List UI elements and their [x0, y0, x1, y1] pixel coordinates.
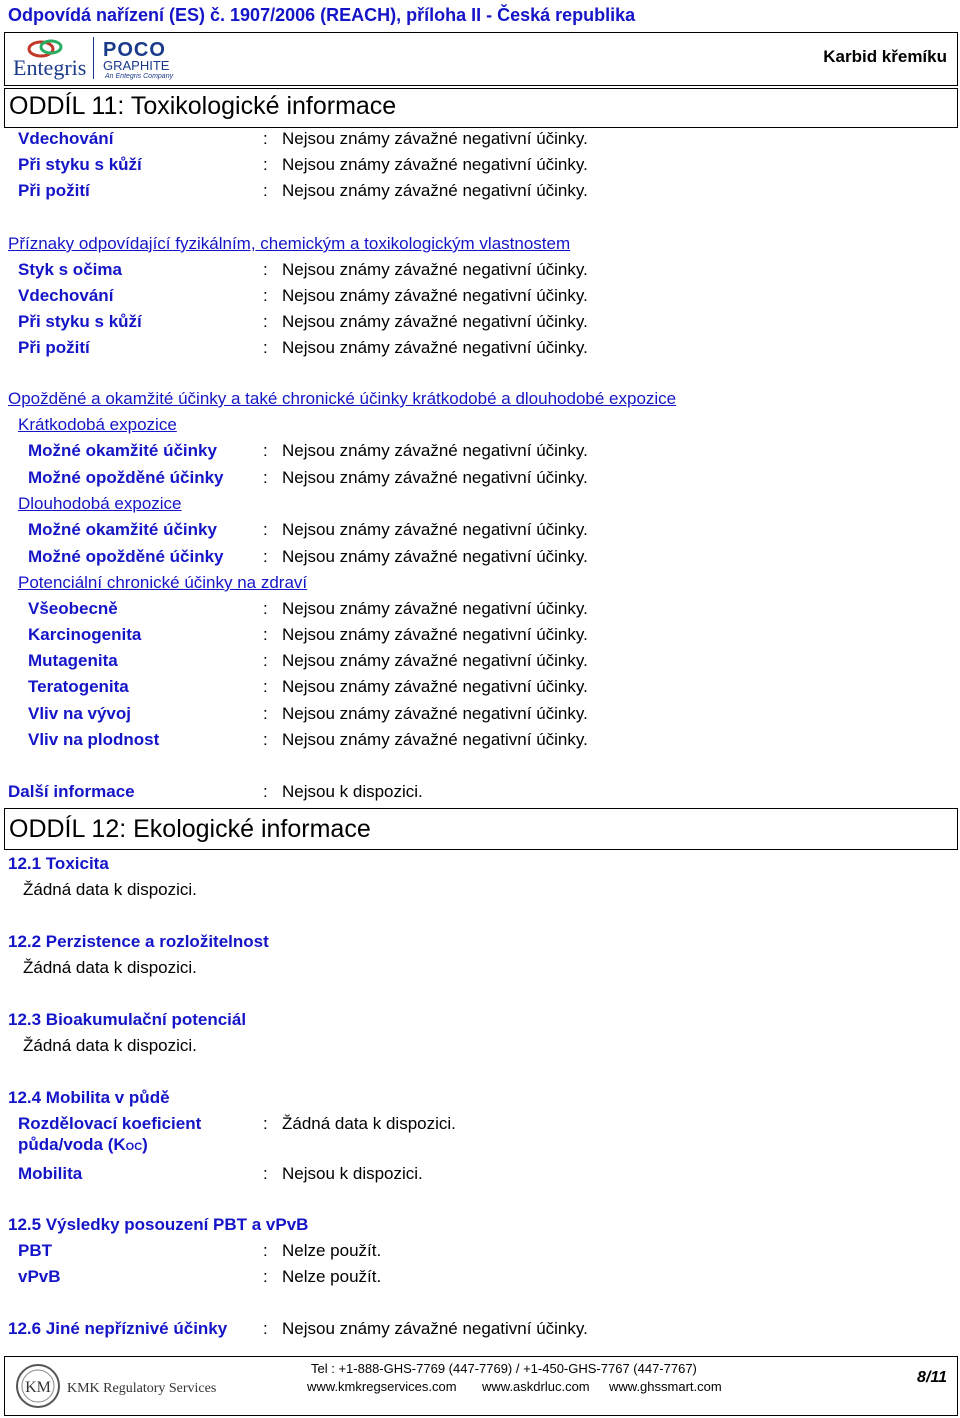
- section-11-title: ODDÍL 11: Toxikologické informace: [9, 92, 397, 120]
- colon: :: [263, 155, 268, 174]
- colon: :: [263, 782, 268, 801]
- skin-contact-label: Při styku s kůží: [18, 155, 142, 174]
- koc-close: ): [142, 1135, 148, 1154]
- persistence-text: Žádná data k dispozici.: [23, 958, 197, 977]
- eye-contact-label: Styk s očima: [18, 260, 122, 279]
- further-info-value: Nejsou k dispozici.: [282, 782, 423, 801]
- carcinogenicity-value: Nejsou známy závažné negativní účinky.: [282, 625, 588, 644]
- general-value: Nejsou známy závažné negativní účinky.: [282, 599, 588, 618]
- product-name: Karbid křemíku: [823, 47, 947, 66]
- pbt-label: PBT: [18, 1241, 52, 1260]
- long-immediate-label: Možné okamžité účinky: [28, 520, 217, 539]
- vpvb-label: vPvB: [18, 1267, 61, 1286]
- short-term-heading: Krátkodobá expozice: [18, 415, 177, 434]
- colon: :: [263, 651, 268, 670]
- section-12-title-box: [4, 808, 958, 850]
- section-12-title: ODDÍL 12: Ekologické informace: [9, 815, 371, 843]
- koc-subscript: OC: [125, 1141, 143, 1153]
- colon: :: [263, 338, 268, 357]
- ingestion-label: Při požití: [18, 181, 90, 200]
- mobility-label: Mobilita: [18, 1164, 83, 1183]
- pbt-value: Nelze použít.: [282, 1241, 382, 1260]
- skin-contact-value: Nejsou známy závažné negativní účinky.: [282, 155, 588, 174]
- carcinogenicity-label: Karcinogenita: [28, 625, 142, 644]
- colon: :: [263, 312, 268, 331]
- toxicity-heading: 12.1 Toxicita: [8, 854, 109, 873]
- chronic-heading: Potenciální chronické účinky na zdraví: [18, 573, 308, 592]
- mobility-heading: 12.4 Mobilita v půdě: [8, 1088, 170, 1107]
- koc-label-line1: Rozdělovací koeficient: [18, 1114, 202, 1133]
- footer-tel: Tel : +1-888-GHS-7769 (447-7769) / +1-450-GHS-7767 (447-7767): [311, 1361, 697, 1376]
- other-effects-value: Nejsou známy závažné negativní účinky.: [282, 1319, 588, 1338]
- mutagenicity-label: Mutagenita: [28, 651, 118, 670]
- teratogenicity-label: Teratogenita: [28, 677, 129, 696]
- delayed-effects-heading: Opožděné a okamžité účinky a také chronické účinky krátkodobé a dlouhodobé expozice: [8, 389, 677, 408]
- ingestion-value: Nejsou známy závažné negativní účinky.: [282, 181, 588, 200]
- colon: :: [263, 1241, 268, 1260]
- fertility-value: Nejsou známy závažné negativní účinky.: [282, 730, 588, 749]
- footer-website-askdrluc: www.askdrluc.com: [482, 1379, 590, 1394]
- persistence-heading: 12.2 Perzistence a rozložitelnost: [8, 932, 269, 951]
- poco-graphite-logo: [103, 39, 203, 83]
- entegris-wordmark: Entegris: [13, 55, 87, 80]
- symptom-ingestion-label: Při požití: [18, 338, 90, 357]
- symptom-inhalation-value: Nejsou známy závažné negativní účinky.: [282, 286, 588, 305]
- colon: :: [263, 520, 268, 539]
- colon: :: [263, 599, 268, 618]
- teratogenicity-value: Nejsou známy závažné negativní účinky.: [282, 677, 588, 696]
- colon: :: [263, 468, 268, 487]
- koc-value: Žádná data k dispozici.: [282, 1114, 456, 1133]
- colon: :: [263, 260, 268, 279]
- poco-tagline: An Entegris Company: [105, 73, 174, 80]
- long-delayed-value: Nejsou známy závažné negativní účinky.: [282, 547, 588, 566]
- long-delayed-label: Možné opožděné účinky: [28, 547, 224, 566]
- colon: :: [263, 730, 268, 749]
- colon: :: [263, 625, 268, 644]
- fertility-label: Vliv na plodnost: [28, 730, 160, 749]
- logo-divider: [93, 37, 94, 79]
- inhalation-label: Vdechování: [18, 129, 114, 148]
- colon: :: [263, 129, 268, 148]
- developmental-label: Vliv na vývoj: [28, 704, 131, 723]
- developmental-value: Nejsou známy závažné negativní účinky.: [282, 704, 588, 723]
- svg-text:KM: KM: [25, 1379, 51, 1396]
- symptom-skin-value: Nejsou známy závažné negativní účinky.: [282, 312, 588, 331]
- colon: :: [263, 181, 268, 200]
- symptom-inhalation-label: Vdechování: [18, 286, 114, 305]
- colon: :: [263, 1319, 268, 1338]
- short-immediate-value: Nejsou známy závažné negativní účinky.: [282, 441, 588, 460]
- symptom-skin-label: Při styku s kůží: [18, 312, 142, 331]
- document-top-title: Odpovídá nařízení (ES) č. 1907/2006 (REACH), příloha II - Česká republika: [8, 5, 636, 25]
- colon: :: [263, 547, 268, 566]
- koc-label-text: půda/voda (K: [18, 1135, 126, 1154]
- kmk-logo-text: KMK Regulatory Services: [67, 1381, 217, 1396]
- short-immediate-label: Možné okamžité účinky: [28, 441, 217, 460]
- mutagenicity-value: Nejsou známy závažné negativní účinky.: [282, 651, 588, 670]
- colon: :: [263, 441, 268, 460]
- inhalation-value: Nejsou známy závažné negativní účinky.: [282, 129, 588, 148]
- koc-label-line2: [18, 1135, 148, 1155]
- colon: :: [263, 1114, 268, 1133]
- other-effects-heading: 12.6 Jiné nepříznivé účinky: [8, 1319, 228, 1338]
- footer-website-ghssmart: www.ghssmart.com: [609, 1379, 722, 1394]
- document-header: [4, 32, 958, 86]
- long-term-heading: Dlouhodobá expozice: [18, 494, 182, 513]
- document-footer: [4, 1356, 958, 1416]
- footer-website-kmk: www.kmkregservices.com: [307, 1379, 457, 1394]
- symptoms-heading: Příznaky odpovídající fyzikálním, chemickým a toxikologickým vlastnostem: [8, 234, 571, 253]
- short-delayed-label: Možné opožděné účinky: [28, 468, 224, 487]
- short-delayed-value: Nejsou známy závažné negativní účinky.: [282, 468, 588, 487]
- colon: :: [263, 677, 268, 696]
- colon: :: [263, 704, 268, 723]
- mobility-value: Nejsou k dispozici.: [282, 1164, 423, 1183]
- kmk-seal-icon: [15, 1363, 61, 1409]
- pbt-heading: 12.5 Výsledky posouzení PBT a vPvB: [8, 1215, 309, 1234]
- long-immediate-value: Nejsou známy závažné negativní účinky.: [282, 520, 588, 539]
- poco-wordmark: POCO: [103, 39, 166, 61]
- general-label: Všeobecně: [28, 599, 118, 618]
- vpvb-value: Nelze použít.: [282, 1267, 382, 1286]
- page-number: 8/11: [917, 1369, 947, 1386]
- bioaccumulation-text: Žádná data k dispozici.: [23, 1036, 197, 1055]
- kmk-logo: [15, 1363, 225, 1409]
- bioaccumulation-heading: 12.3 Bioakumulační potenciál: [8, 1010, 247, 1029]
- graphite-wordmark: GRAPHITE: [103, 58, 170, 73]
- colon: :: [263, 1164, 268, 1183]
- symptom-ingestion-value: Nejsou známy závažné negativní účinky.: [282, 338, 588, 357]
- colon: :: [263, 1267, 268, 1286]
- toxicity-text: Žádná data k dispozici.: [23, 880, 197, 899]
- entegris-logo: [11, 37, 87, 81]
- eye-contact-value: Nejsou známy závažné negativní účinky.: [282, 260, 588, 279]
- section-11-title-box: [4, 88, 958, 128]
- further-info-label: Další informace: [8, 782, 135, 801]
- colon: :: [263, 286, 268, 305]
